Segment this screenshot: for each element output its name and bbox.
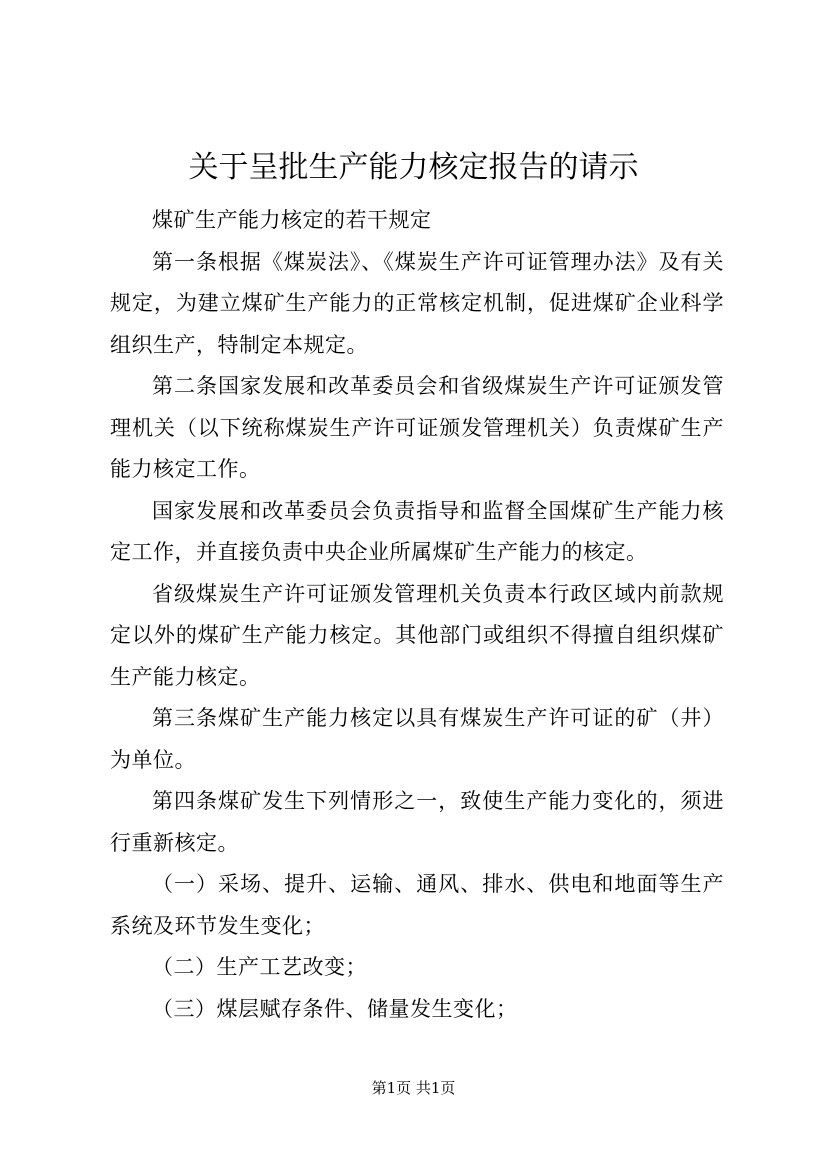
paragraph-item-2: （二）生产工艺改变； — [152, 955, 367, 979]
paragraph-article-4: 第四条煤矿发生下列情形之一，致使生产能力变化的，须进行重新核定。 — [110, 789, 724, 855]
paragraph-ndrc-duty: 国家发展和改革委员会负责指导和监督全国煤矿生产能力核定工作，并直接负责中央企业所属煤矿生产能力的核定。 — [110, 498, 724, 564]
document-body — [110, 200, 724, 1030]
paragraph-article-2: 第二条国家发展和改革委员会和省级煤炭生产许可证颁发管理机关（以下统称煤炭生产许可证颁发管理机关）负责煤矿生产能力核定工作。 — [110, 374, 724, 481]
document-title: 关于呈批生产能力核定报告的请示 — [188, 150, 639, 185]
paragraph-item-1: （一）采场、提升、运输、通风、排水、供电和地面等生产系统及环节发生变化； — [110, 872, 724, 938]
paragraph-subtitle: 煤矿生产能力核定的若干规定 — [152, 208, 432, 232]
page-number-footer: 第1页 共1页 — [371, 1079, 456, 1097]
paragraph-item-3: （三）煤层赋存条件、储量发生变化； — [152, 996, 518, 1021]
paragraph-article-1: 第一条根据《煤炭法》、《煤炭生产许可证管理办法》及有关规定，为建立煤矿生产能力的正常核定机制，促进煤矿企业科学组织生产，特制定本规定。 — [110, 249, 724, 357]
paragraph-article-3: 第三条煤矿生产能力核定以具有煤炭生产许可证的矿（井）为单位。 — [110, 706, 724, 772]
paragraph-provincial-duty: 省级煤炭生产许可证颁发管理机关负责本行政区域内前款规定以外的煤矿生产能力核定。其他部门或组织不得擅自组织煤矿生产能力核定。 — [110, 581, 724, 689]
